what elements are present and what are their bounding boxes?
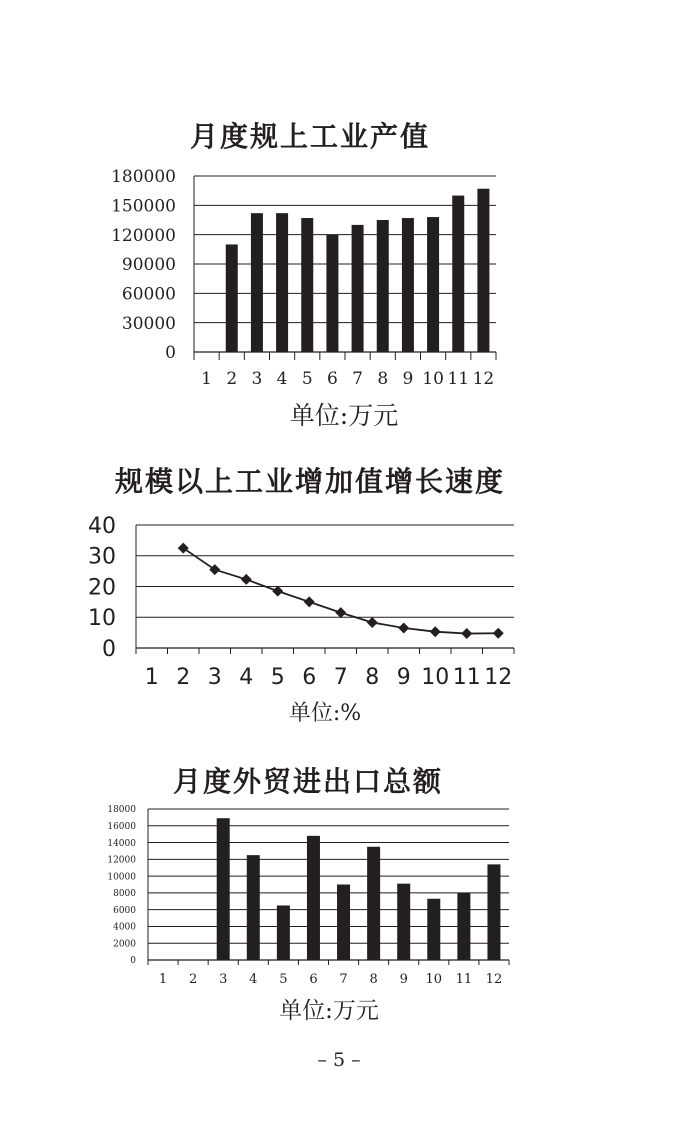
chart3-unit-label: 单位:万元 — [279, 998, 379, 1024]
x-tick-label: 3 — [219, 972, 228, 987]
x-tick-label: 4 — [239, 665, 254, 690]
chart2-unit-label: 单位:% — [288, 701, 362, 726]
y-tick-label: 2000 — [113, 939, 136, 950]
bar-12 — [487, 864, 500, 960]
bar-7 — [352, 225, 364, 352]
y-tick-label: 60000 — [121, 284, 176, 305]
y-tick-label: 0 — [102, 636, 116, 662]
chart-foreign-trade — [107, 765, 509, 1024]
bar-10 — [427, 217, 439, 352]
chart3-bars — [217, 818, 501, 960]
point-10 — [430, 626, 441, 637]
y-tick-label: 4000 — [113, 922, 136, 933]
x-tick-label: 4 — [249, 972, 258, 987]
point-7 — [335, 607, 346, 618]
chart2-title: 规模以上工业增加值增长速度 — [114, 465, 506, 498]
bar-7 — [337, 885, 350, 961]
x-tick-label: 1 — [201, 369, 212, 389]
x-tick-label: 6 — [302, 665, 317, 690]
x-tick-label: 1 — [144, 665, 159, 690]
x-tick-label: 2 — [176, 665, 191, 690]
bar-11 — [457, 893, 470, 960]
y-tick-label: 12000 — [107, 855, 136, 866]
x-tick-label: 2 — [226, 369, 238, 389]
x-tick-label: 7 — [333, 665, 348, 690]
bar-5 — [301, 218, 313, 352]
bar-4 — [247, 855, 260, 960]
x-tick-label: 12 — [472, 369, 495, 389]
x-tick-label: 12 — [484, 665, 513, 690]
y-tick-label: 10 — [88, 606, 116, 632]
x-tick-label: 8 — [369, 972, 378, 987]
chart-growth-rate — [88, 465, 514, 726]
chart1-bars — [226, 189, 490, 352]
y-tick-label: 20 — [88, 575, 116, 601]
bar-12 — [477, 189, 489, 352]
bar-3 — [251, 213, 263, 352]
point-5 — [272, 586, 283, 597]
y-tick-label: 10000 — [107, 872, 136, 883]
bar-9 — [402, 218, 414, 352]
x-tick-label: 10 — [421, 665, 450, 690]
x-tick-label: 6 — [327, 369, 338, 389]
point-2 — [178, 543, 189, 554]
page-number: – 5 – — [317, 1049, 361, 1071]
bar-11 — [452, 196, 464, 352]
x-tick-label: 9 — [402, 369, 414, 389]
y-tick-label: 30 — [88, 544, 116, 570]
x-tick-label: 8 — [365, 665, 380, 690]
y-tick-label: 30000 — [121, 313, 176, 334]
bar-8 — [367, 847, 380, 960]
bar-9 — [397, 884, 410, 960]
y-tick-label: 18000 — [107, 805, 136, 816]
x-tick-label: 7 — [352, 369, 363, 389]
y-tick-label: 90000 — [121, 255, 176, 276]
x-tick-label: 6 — [309, 972, 318, 987]
point-4 — [241, 574, 252, 585]
y-tick-label: 40 — [88, 513, 116, 539]
x-tick-label: 3 — [251, 369, 263, 389]
x-tick-label: 8 — [377, 369, 389, 389]
chart1-x-ticks — [201, 369, 494, 389]
x-tick-label: 4 — [276, 369, 288, 389]
x-tick-label: 10 — [422, 369, 444, 389]
point-9 — [398, 623, 409, 634]
x-tick-label: 12 — [485, 972, 503, 987]
x-tick-label: 11 — [447, 369, 470, 389]
chart2-gridlines — [136, 525, 514, 654]
x-tick-label: 5 — [270, 665, 285, 690]
bar-3 — [217, 818, 230, 960]
bar-6 — [326, 235, 338, 352]
bar-6 — [307, 836, 320, 960]
bar-8 — [377, 220, 389, 352]
y-tick-label: 0 — [130, 956, 136, 967]
point-12 — [493, 628, 504, 639]
x-tick-label: 11 — [455, 972, 473, 987]
y-tick-label: 120000 — [111, 225, 176, 246]
chart1-title: 月度规上工业产值 — [189, 120, 431, 153]
chart2-y-ticks — [88, 514, 116, 662]
y-tick-label: 16000 — [107, 822, 136, 833]
x-tick-label: 5 — [279, 972, 288, 987]
chart3-gridlines — [148, 809, 509, 965]
point-11 — [461, 628, 472, 639]
x-tick-label: 10 — [425, 972, 443, 987]
series-line — [183, 548, 498, 633]
y-tick-label: 0 — [165, 343, 176, 364]
chart3-x-ticks — [159, 972, 502, 987]
x-tick-label: 9 — [396, 665, 411, 690]
y-tick-label: 14000 — [107, 838, 136, 849]
x-tick-label: 2 — [188, 972, 198, 987]
x-tick-label: 7 — [339, 972, 348, 987]
chart-industrial-output — [111, 120, 496, 430]
x-tick-label: 11 — [452, 665, 481, 690]
x-tick-label: 3 — [207, 665, 222, 690]
bar-2 — [226, 244, 238, 352]
chart3-title: 月度外贸进出口总额 — [172, 765, 444, 798]
point-8 — [367, 617, 378, 628]
x-tick-label: 5 — [301, 369, 313, 389]
bar-5 — [277, 905, 290, 960]
chart2-series-line — [178, 543, 504, 639]
chart2-x-ticks — [145, 665, 513, 690]
chart1-unit-label: 单位:万元 — [289, 401, 399, 430]
point-6 — [304, 596, 315, 607]
chart3-y-ticks — [107, 805, 136, 966]
y-tick-label: 6000 — [113, 905, 136, 916]
x-tick-label: 9 — [399, 972, 408, 987]
bar-4 — [276, 213, 288, 352]
chart1-y-ticks — [111, 167, 176, 363]
y-tick-label: 180000 — [111, 167, 176, 188]
x-tick-label: 1 — [158, 972, 168, 987]
point-3 — [209, 564, 220, 575]
y-tick-label: 150000 — [111, 196, 176, 217]
bar-10 — [427, 899, 440, 960]
y-tick-label: 8000 — [113, 889, 136, 900]
chart1-gridlines — [194, 176, 496, 360]
